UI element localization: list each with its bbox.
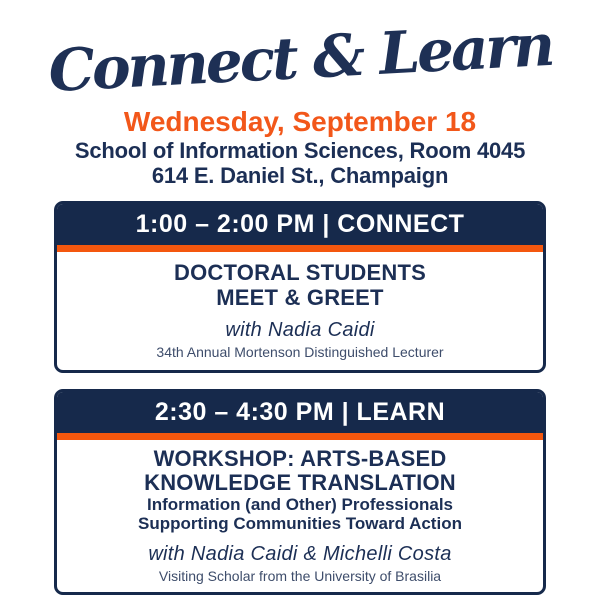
- session-connect-title-line-2: MEET & GREET: [216, 284, 384, 310]
- session-connect-time-label: 1:00 – 2:00 PM | CONNECT: [135, 210, 465, 239]
- session-learn-body: [57, 440, 543, 592]
- session-connect-title-line-1: DOCTORAL STUDENTS: [174, 260, 426, 286]
- venue-line-2: 614 E. Daniel St., Champaign: [151, 163, 449, 189]
- session-learn: [54, 389, 546, 595]
- session-learn-presenter: with Nadia Caidi & Michelli Costa: [148, 542, 452, 565]
- session-learn-title-line-2: KNOWLEDGE TRANSLATION: [144, 469, 456, 495]
- session-learn-title-line-1: WORKSHOP: ARTS-BASED: [153, 445, 447, 471]
- orange-divider: [57, 433, 543, 440]
- venue-line-1: School of Information Sciences, Room 4045: [74, 138, 526, 164]
- session-connect-presenter-note: 34th Annual Mortenson Distinguished Lecturer: [156, 343, 444, 360]
- session-learn-presenter-note: Visiting Scholar from the University of Brasilia: [158, 567, 442, 584]
- session-learn-header: [57, 392, 543, 433]
- session-connect-presenter: with Nadia Caidi: [225, 318, 375, 341]
- session-connect-body: [57, 252, 543, 369]
- session-connect: [54, 201, 546, 372]
- session-learn-time-label: 2:30 – 4:30 PM | LEARN: [154, 397, 446, 426]
- connect-and-learn-logo: Connect & Learn: [46, 10, 554, 106]
- session-learn-subtitle-line-2: Supporting Communities Toward Action: [138, 514, 462, 534]
- event-date: Wednesday, September 18: [123, 106, 477, 137]
- session-learn-subtitle-line-1: Information (and Other) Professionals: [146, 494, 454, 514]
- orange-divider: [57, 245, 543, 252]
- session-connect-header: [57, 204, 543, 245]
